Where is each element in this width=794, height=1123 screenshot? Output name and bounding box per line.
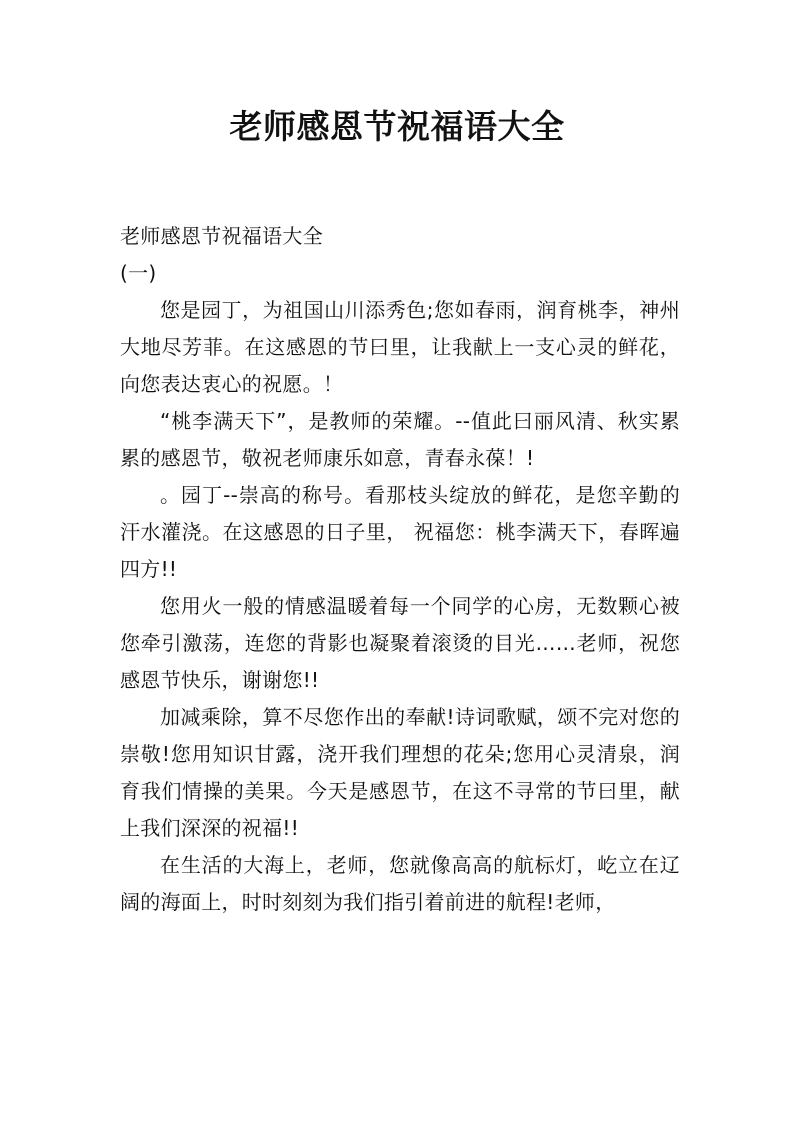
paragraph-4: 您用火一般的情感温暖着每一个同学的心房，无数颗心被您牵引激荡，连您的背影也凝聚着滚烫的目光……老师，祝您感恩节快乐，谢谢您!! (120, 594, 680, 692)
paragraph-6: 在生活的大海上，老师，您就像高高的航标灯，屹立在辽阔的海面上，时时刻刻为我们指引着前进的航程!老师， (120, 853, 680, 914)
paragraph-1: 您是园丁，为祖国山川添秀色;您如春雨，润育桃李，神州大地尽芳菲。在这感恩的节曰里，让我献上一支心灵的鲜花，向您表达衷心的祝愿。！ (120, 298, 680, 396)
paragraph-3: 。园丁--崇高的称号。看那枝头绽放的鲜花，是您辛勤的汗水灌浇。在这感恩的日子里， 祝福您：桃李满天下，春晖遍四方!! (120, 483, 680, 581)
section-label: (一) (120, 261, 157, 285)
paragraph-2: “桃李满天下”，是教师的荣耀。--值此曰丽风清、秋实累累的感恩节，敬祝老师康乐如意，青春永葆！! (120, 409, 680, 470)
document-body (120, 218, 680, 921)
paragraph-5: 加减乘除，算不尽您作出的奉献!诗词歌赋，颂不完对您的崇敬!您用知识甘露，浇开我们理想的花朵;您用心灵清泉，润育我们情操的美果。今天是感恩节，在这不寻常的节曰里，献上我们深深的祝福!! (120, 705, 680, 840)
document-subtitle: 老师感恩节祝福语大全 (120, 224, 323, 248)
page-title: 老师感恩节祝福语大全 (229, 107, 565, 146)
